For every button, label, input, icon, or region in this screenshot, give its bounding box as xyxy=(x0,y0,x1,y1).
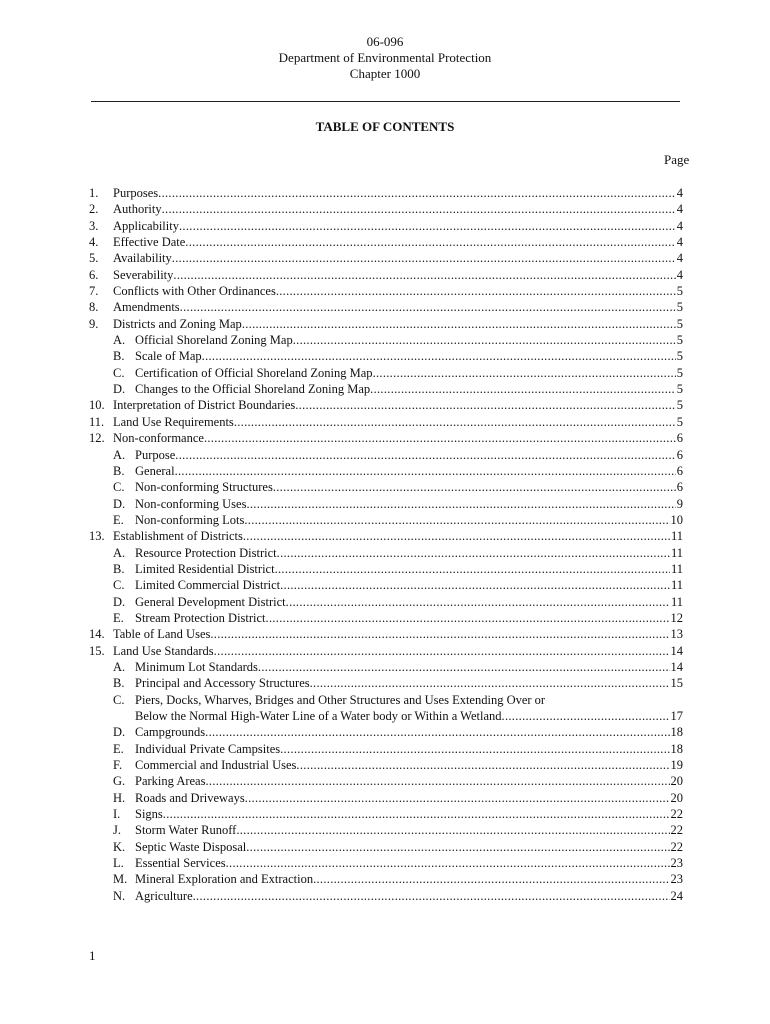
toc-entry[interactable] xyxy=(89,741,683,757)
toc-entry-letter: H. xyxy=(113,790,126,805)
toc-entry-title: Minimum Lot Standards xyxy=(135,659,258,674)
toc-entry-page: 23 xyxy=(670,872,683,887)
dot-leader xyxy=(175,463,676,479)
toc-entry-page: 4 xyxy=(676,218,683,233)
toc-entry-title: Non-conforming Lots xyxy=(135,512,245,527)
toc-entry[interactable] xyxy=(89,773,683,789)
dot-leader xyxy=(266,610,670,626)
dot-leader xyxy=(158,185,676,201)
chapter-label: Chapter 1000 xyxy=(349,66,421,81)
toc-entry[interactable] xyxy=(89,332,683,348)
toc-entry-page: 19 xyxy=(670,758,683,773)
toc-entry-title: Agriculture xyxy=(135,888,193,903)
toc-entry-title: Purposes xyxy=(113,186,159,200)
toc-entry-title: Septic Waste Disposal xyxy=(135,839,247,854)
document-header xyxy=(0,34,770,82)
toc-entry-title: Table of Land Uses xyxy=(113,627,211,642)
dot-leader xyxy=(373,365,676,381)
toc-entry[interactable] xyxy=(89,201,683,217)
toc-entry[interactable] xyxy=(89,561,683,577)
toc-entry[interactable] xyxy=(89,610,683,626)
toc-entry-number: 9. xyxy=(89,316,99,331)
toc-entry-letter: K. xyxy=(113,839,126,854)
toc-entry-title: Roads and Driveways xyxy=(135,790,245,805)
dot-leader xyxy=(313,871,669,887)
toc-entry-letter: B. xyxy=(113,676,125,691)
toc-entry-letter: L. xyxy=(113,856,124,871)
toc-entry-page: 5 xyxy=(676,365,683,380)
toc-entry-page: 5 xyxy=(676,333,683,348)
dot-leader xyxy=(258,659,670,675)
toc-entry-title: Non-conformance xyxy=(113,431,204,446)
toc-entry-letter: J. xyxy=(113,823,121,838)
toc-entry-title: Signs xyxy=(135,807,163,822)
toc-entry-title: Changes to the Official Shoreland Zoning Map xyxy=(135,382,371,397)
dot-leader xyxy=(280,741,669,757)
toc-entry-letter: A. xyxy=(113,659,126,674)
toc-entry-page: 4 xyxy=(676,235,683,250)
toc-entry[interactable] xyxy=(89,496,683,512)
toc-entry-page: 22 xyxy=(670,839,683,854)
dot-leader xyxy=(244,512,669,528)
toc-entry[interactable] xyxy=(89,430,683,446)
toc-entry-page: 6 xyxy=(676,431,683,446)
toc-entry-page: 22 xyxy=(670,807,683,822)
toc-entry[interactable] xyxy=(89,447,683,463)
toc-entry-page: 18 xyxy=(670,725,683,740)
toc-entry[interactable] xyxy=(89,643,683,659)
toc-entry[interactable] xyxy=(89,397,683,413)
dot-leader xyxy=(295,397,676,413)
toc-entry[interactable] xyxy=(89,234,683,250)
toc-entry-number: 4. xyxy=(89,235,99,250)
dot-leader xyxy=(286,594,670,610)
toc-entry-number: 1. xyxy=(89,186,99,200)
toc-entry-title: Official Shoreland Zoning Map xyxy=(135,333,293,348)
dot-leader xyxy=(277,545,670,561)
toc-entry-page: 6 xyxy=(676,463,683,478)
toc-entry[interactable] xyxy=(89,724,683,740)
toc-entry-number: 14. xyxy=(89,627,105,642)
toc-entry-title: Districts and Zoning Map xyxy=(113,316,242,331)
dot-leader xyxy=(214,643,670,659)
toc-entry-title: Limited Residential District xyxy=(135,561,275,576)
toc-entry-letter: E. xyxy=(113,512,124,527)
toc-entry[interactable] xyxy=(89,316,683,332)
toc-entry-page: 20 xyxy=(670,774,683,789)
toc-entry-title: Land Use Requirements xyxy=(113,414,234,429)
toc-entry-title: Availability xyxy=(113,251,172,266)
page-column-header: Page xyxy=(664,152,690,167)
toc-entry-page: 15 xyxy=(670,676,683,691)
toc-entry-letter: C. xyxy=(113,365,125,380)
toc-entry-page: 5 xyxy=(676,349,683,364)
toc-entry-letter: C. xyxy=(113,692,125,707)
toc-entry-page: 5 xyxy=(676,300,683,315)
toc-entry[interactable] xyxy=(89,365,683,381)
toc-entry-title: Non-conforming Structures xyxy=(135,480,273,495)
toc-entry[interactable] xyxy=(89,463,683,479)
toc-entry-title: Mineral Exploration and Extraction xyxy=(135,872,314,887)
dot-leader xyxy=(276,283,676,299)
toc-entry-letter: C. xyxy=(113,578,125,593)
toc-entry-letter: D. xyxy=(113,725,126,740)
toc-entry[interactable] xyxy=(89,250,683,266)
toc-entry-title: Applicability xyxy=(113,218,179,233)
table-of-contents xyxy=(89,185,683,904)
dot-leader xyxy=(275,561,670,577)
toc-entry-letter: B. xyxy=(113,349,125,364)
dot-leader xyxy=(205,724,669,740)
dot-leader xyxy=(185,234,675,250)
toc-entry-letter: B. xyxy=(113,463,125,478)
toc-entry[interactable] xyxy=(89,528,683,544)
toc-entry-title: Purpose xyxy=(135,447,176,462)
toc-entry-title: Severability xyxy=(113,267,174,282)
toc-entry-page: 14 xyxy=(670,643,683,658)
toc-entry-letter: B. xyxy=(113,561,125,576)
dot-leader xyxy=(180,299,676,315)
toc-entry[interactable] xyxy=(89,708,683,724)
toc-entry-page: 9 xyxy=(676,496,683,511)
toc-entry-page: 5 xyxy=(676,398,683,413)
dot-leader xyxy=(236,822,669,838)
toc-entry-page: 17 xyxy=(670,709,683,723)
toc-entry-page: 5 xyxy=(676,284,683,299)
dot-leader xyxy=(204,430,676,446)
toc-entry[interactable] xyxy=(89,839,683,855)
toc-entry-number: 12. xyxy=(89,431,105,446)
page-number: 1 xyxy=(89,948,96,963)
toc-entry-number: 3. xyxy=(89,218,99,233)
toc-entry-page: 6 xyxy=(676,447,683,462)
toc-entry-page: 5 xyxy=(676,414,683,429)
toc-entry-page: 5 xyxy=(676,316,683,331)
dot-leader xyxy=(179,218,676,234)
toc-entry[interactable] xyxy=(89,806,683,822)
dot-leader xyxy=(162,201,676,217)
toc-entry-number: 7. xyxy=(89,284,99,299)
dot-leader xyxy=(226,855,670,871)
toc-entry-number: 15. xyxy=(89,643,105,658)
toc-entry[interactable] xyxy=(89,185,683,201)
dot-leader xyxy=(205,773,669,789)
dot-leader xyxy=(163,806,670,822)
toc-entry-letter: E. xyxy=(113,741,124,756)
dot-leader xyxy=(280,577,670,593)
dot-leader xyxy=(246,839,669,855)
toc-entry-page: 11 xyxy=(670,545,683,560)
dot-leader xyxy=(210,626,669,642)
toc-entry[interactable] xyxy=(89,512,683,528)
toc-entry-title: Conflicts with Other Ordinances xyxy=(113,284,276,299)
dot-leader xyxy=(202,348,676,364)
toc-entry-title: Commercial and Industrial Uses xyxy=(135,758,297,773)
toc-entry-letter: N. xyxy=(113,888,126,903)
dot-leader xyxy=(296,757,669,773)
toc-entry-title: Principal and Accessory Structures xyxy=(135,676,310,691)
toc-entry-letter: M. xyxy=(113,872,128,887)
dot-leader xyxy=(246,496,675,512)
toc-entry[interactable] xyxy=(89,381,683,397)
toc-entry-page: 14 xyxy=(670,659,683,674)
toc-entry-page: 4 xyxy=(676,202,683,217)
dot-leader xyxy=(234,414,676,430)
department-name: Department of Environmental Protection xyxy=(278,50,492,65)
toc-entry-title: Stream Protection District xyxy=(135,610,266,625)
toc-entry[interactable] xyxy=(89,888,683,904)
dot-leader xyxy=(242,316,676,332)
dot-leader xyxy=(172,250,676,266)
dot-leader xyxy=(310,675,670,691)
toc-entry[interactable] xyxy=(89,594,683,610)
toc-entry-title: Scale of Map xyxy=(135,349,202,364)
toc-entry-title: Effective Date xyxy=(113,235,186,250)
toc-entry-title: Storm Water Runoff xyxy=(135,823,237,838)
dot-leader xyxy=(245,790,670,806)
toc-entry-number: 13. xyxy=(89,529,105,544)
toc-entry[interactable] xyxy=(89,626,683,642)
toc-entry-title: Campgrounds xyxy=(135,725,206,740)
toc-entry[interactable] xyxy=(89,299,683,315)
toc-entry-letter: D. xyxy=(113,496,126,511)
toc-entry-title: Parking Areas xyxy=(135,774,206,789)
toc-entry-letter: D. xyxy=(113,594,126,609)
toc-entry-title: Below the Normal High-Water Line of a Water body or Within a Wetland xyxy=(135,709,502,723)
toc-entry-letter: A. xyxy=(113,447,126,462)
toc-entry[interactable] xyxy=(89,855,683,871)
toc-entry-page: 11 xyxy=(670,578,683,593)
toc-entry[interactable] xyxy=(89,267,683,283)
toc-entry-letter: A. xyxy=(113,545,126,560)
dot-leader xyxy=(293,332,676,348)
toc-entry[interactable] xyxy=(89,822,683,838)
dot-leader xyxy=(193,888,670,904)
toc-entry-number: 10. xyxy=(89,398,105,413)
toc-entry-letter: I. xyxy=(113,807,121,822)
dot-leader xyxy=(173,267,675,283)
toc-entry-title: Essential Services xyxy=(135,856,226,871)
toc-entry-page: 11 xyxy=(670,561,683,576)
dot-leader xyxy=(243,528,670,544)
toc-entry[interactable] xyxy=(89,545,683,561)
toc-entry-number: 8. xyxy=(89,300,99,315)
toc-entry[interactable] xyxy=(89,218,683,234)
toc-entry-page: 11 xyxy=(670,594,683,609)
toc-entry-page: 5 xyxy=(676,382,683,397)
toc-entry[interactable] xyxy=(89,283,683,299)
toc-entry-title: Limited Commercial District xyxy=(135,578,281,593)
toc-entry-page: 18 xyxy=(670,741,683,756)
toc-entry-page: 11 xyxy=(670,529,683,544)
toc-entry-letter: E. xyxy=(113,610,124,625)
toc-entry-page: 4 xyxy=(676,251,683,266)
toc-entry-page: 6 xyxy=(676,480,683,495)
toc-entry-page: 13 xyxy=(670,627,683,642)
toc-entry-title: Establishment of Districts xyxy=(113,529,243,544)
toc-entry-page: 22 xyxy=(670,823,683,838)
dot-leader xyxy=(273,479,676,495)
toc-entry-title: Certification of Official Shoreland Zoning Map xyxy=(135,365,373,380)
toc-entry-title: Piers, Docks, Wharves, Bridges and Other Structures and Uses Extending Over or xyxy=(135,692,546,707)
toc-entry-page: 10 xyxy=(670,512,683,527)
toc-entry-title: Non-conforming Uses xyxy=(135,496,247,511)
toc-entry-number: 5. xyxy=(89,251,99,266)
dot-leader xyxy=(175,447,675,463)
toc-entry[interactable] xyxy=(89,577,683,593)
toc-entry-title: General Development District xyxy=(135,594,286,609)
toc-entry-number: 2. xyxy=(89,202,99,217)
toc-entry[interactable] xyxy=(89,479,683,495)
toc-entry-letter: A. xyxy=(113,333,126,348)
toc-entry-title: Land Use Standards xyxy=(113,643,214,658)
header-divider xyxy=(91,101,680,102)
toc-entry-number: 6. xyxy=(89,267,99,282)
toc-entry-page: 4 xyxy=(676,186,683,200)
toc-entry[interactable] xyxy=(89,757,683,773)
toc-entry[interactable] xyxy=(89,348,683,364)
toc-entry-title: Authority xyxy=(113,202,162,217)
toc-entry-page: 23 xyxy=(670,856,683,871)
toc-entry[interactable] xyxy=(89,692,683,708)
document-code: 06-096 xyxy=(366,34,404,49)
toc-title: TABLE OF CONTENTS xyxy=(315,119,455,134)
toc-entry-page: 20 xyxy=(670,790,683,805)
toc-entry-letter: G. xyxy=(113,774,126,789)
toc-entry[interactable] xyxy=(89,659,683,675)
toc-entry-letter: D. xyxy=(113,382,126,397)
dot-leader xyxy=(502,708,670,724)
toc-entry-title: General xyxy=(135,463,175,478)
toc-entry-letter: C. xyxy=(113,480,125,495)
toc-entry[interactable] xyxy=(89,414,683,430)
toc-entry-title: Amendments xyxy=(113,300,180,315)
dot-leader xyxy=(370,381,676,397)
toc-entry[interactable] xyxy=(89,790,683,806)
toc-entry-page: 12 xyxy=(670,610,683,625)
toc-entry-letter: F. xyxy=(113,758,123,773)
toc-entry[interactable] xyxy=(89,871,683,887)
toc-entry-number: 11. xyxy=(89,414,105,429)
toc-entry-title: Individual Private Campsites xyxy=(135,741,281,756)
toc-entry-page: 4 xyxy=(676,267,683,282)
toc-entry-title: Interpretation of District Boundaries xyxy=(113,398,296,413)
toc-entry-page: 24 xyxy=(670,888,683,903)
toc-entry-title: Resource Protection District xyxy=(135,545,277,560)
toc-entry[interactable] xyxy=(89,675,683,691)
